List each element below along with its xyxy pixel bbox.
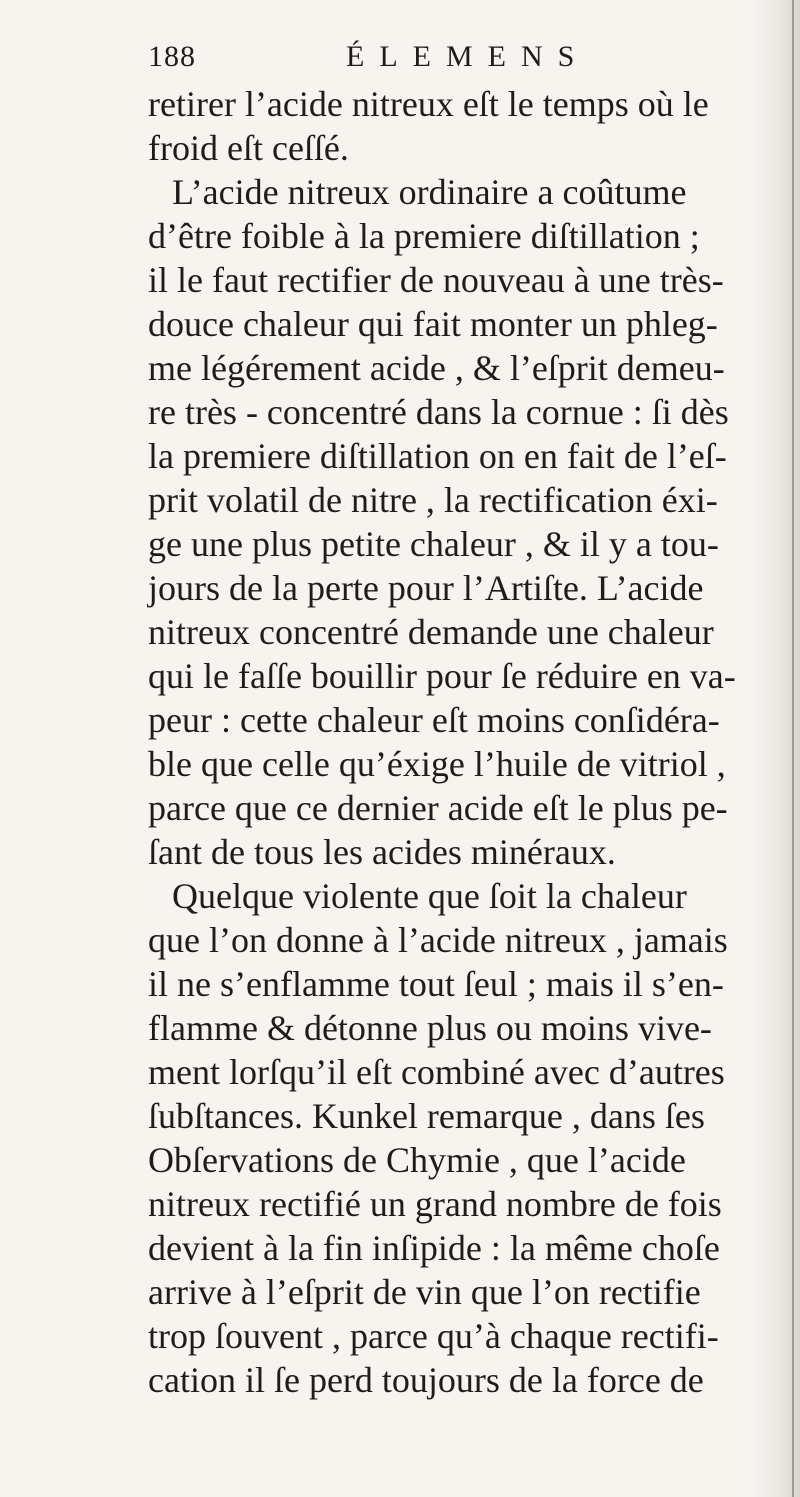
text-line: ſant de tous les acides minéraux. [148,832,616,872]
text-line: devient à la fin inſipide : la même choſe [148,1228,720,1268]
page-number: 188 [148,40,196,73]
running-head [148,40,708,80]
text-line: re très - concentré dans la cornue : ſi dès [148,392,729,432]
text-line: arrive à l’eſprit de vin que l’on rectifie [148,1272,701,1312]
text-line: parce que ce dernier acide eſt le plus pe- [148,788,728,828]
text-line: ble que celle qu’éxige l’huile de vitriol , [148,744,726,784]
text-line: nitreux rectifié un grand nombre de fois [148,1184,722,1224]
text-line: prit volatil de nitre , la rectification éxi- [148,480,718,520]
text-line: jours de la perte pour l’Artiſte. L’acide [148,568,704,608]
text-line: retirer l’acide nitreux eſt le temps où le [148,84,709,124]
text-line: trop ſouvent , parce qu’à chaque rectifi- [148,1316,719,1356]
page-edge-line [792,0,794,1497]
text-line: que l’on donne à l’acide nitreux , jamais [148,920,728,960]
text-line: d’être foible à la premiere diſtillation ; [148,216,700,256]
text-line: ge une plus petite chaleur , & il y a tou- [148,524,719,564]
text-line: il ne s’enflamme tout ſeul ; mais il s’en- [148,964,724,1004]
text-line: nitreux concentré demande une chaleur [148,612,714,652]
text-line: il le faut rectifier de nouveau à une très- [148,260,724,300]
text-line: flamme & détonne plus ou moins vive- [148,1008,712,1048]
text-line: Quelque violente que ſoit la chaleur [172,876,687,916]
text-line: froid eſt ceſſé. [148,128,349,168]
text-line: me légérement acide , & l’eſprit demeu- [148,348,725,388]
text-line: ſubſtances. Kunkel remarque , dans ſes [148,1096,705,1136]
text-line: peur : cette chaleur eſt moins conſidéra- [148,700,720,740]
text-line: L’acide nitreux ordinaire a coûtume [172,172,687,212]
text-line: Obſervations de Chymie , que l’acide [148,1140,686,1180]
text-line: la premiere diſtillation on en fait de l’eſ- [148,436,727,476]
running-title: ÉLEMENS [346,40,590,73]
text-line: douce chaleur qui fait monter un phleg- [148,304,718,344]
text-line: ment lorſqu’il eſt combiné avec d’autres [148,1052,725,1092]
text-line: qui le faſſe bouillir pour ſe réduire en va- [148,656,736,696]
text-line: cation il ſe perd toujours de la force de [148,1360,704,1400]
